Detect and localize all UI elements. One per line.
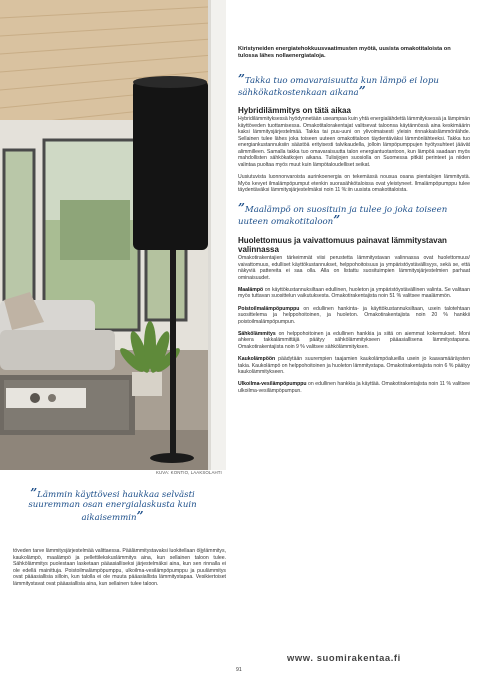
heating-item-electric: Sähkölämmitys on helppohoitoinen ja edullinen hankkia ja siitä on aiemmat kokemukset. Moni ahkera takkalämmittäjä päätyy sähkölämmitykseen pääasiallisena lämmitystapana. Omakotirakentajista noin 9 % valitsee sähkölämmityksen. (238, 330, 470, 350)
close-quote-icon: ” (358, 84, 366, 99)
website-link[interactable]: www. suomirakentaa.fi (287, 652, 401, 663)
heating-item-air-water: Ulkoilma-vesilämpöpumppu on edullinen hankkia ja käyttää. Omakotirakentajista noin 11 % valitsee ulkoilma-vesilämpöpumpun. (238, 381, 470, 394)
close-quote-icon: ” (333, 213, 341, 228)
section-heading-maintenance: Huolettomuus ja vaivattomuus painavat lämmitystavan valinnassa (238, 235, 447, 254)
photo-credit: KUVA: KONTIO, LAAKSOLAHTI (156, 470, 222, 475)
pull-quote-1: ”Takka tuo omavaraisuutta kun lämpö ei lopu sähkökatkostenkaan aikana” (238, 71, 439, 99)
heating-item-ground-source: Maalämpö on käyttökustannuksiltaan edullinen, huoleton ja ympäristöystävällinen valinta. Se valitaan myös tuttavan suosittelun vaikutuksesta. Omakotirakentajista noin 51 % valitsee maalämmön. (238, 286, 470, 300)
maintenance-paragraph: Omakotirakentajien tärkeimmät viisi perustetta lämmitystavan valinnassa ovat huolettomuus/ vaivattomuus, edulliset käyttökustannukset, helppohoitoisuus ja ympäristöystävällisyys, sekä se, että näkyviä pattereita ei saa olla. Alla on listattu suosituimpien lämmitysjärjestelmien parhaat ominaisuudet. (238, 255, 470, 281)
open-quote-icon: ” (238, 71, 245, 86)
page-number: 91 (236, 667, 242, 673)
left-column-text (13, 548, 226, 593)
left-paragraph: töveden tarve lämmitysjärjestelmää valittaessa. Päälämmitystavaksi luokitellaan öljylämmitys, kaukolämpö, maalämpö ja pellettilekskuslämmitys aina, kun sellainen taloon tulee. Sähkölämmitys puolestaan lasketaan pääasialliseksi järjestelmäksi aina, kun sen rinnalla ei ole edellä mainittuja. Poistoilmalämpöpumppu, ulkoilma-vesilämpöpumppu ja puulämmitys ovat pääasiallisia silloin, kun talolla ei ole muuta pääasiallista lämmitystapaa. Vesikiertoiset lämmitystavat ovat pääasiallisia aina, kun sellainen tulee taloon. (13, 548, 226, 587)
heating-item-exhaust-air: Poistoilmalämpöpumppu on edullinen hankinta- ja käyttökustannuksiltaan, usein talotehtaan suosittelema ja helppohoitoinen, ja huoleton. Omakotirakentajista noin 20 % hankkii poistoilmalämpöpumpun. (238, 305, 470, 325)
close-quote-icon: ” (136, 508, 144, 523)
hybrid-paragraph-1: Hybridilämmityksessä hyödynnetään useampaa kuin yhtä energialähdettä lämmityksessä ja lämpimän käyttöveden tuottamisessa. Omakotitalorakentajat valitsevat taloonsa käytännössä aina keskimäärin kaksi lämmitysjärjestelmää. Takka tai puu-uuni on ylivoimaisesti yleisin rinnakkaislämmönlähde. Sellainen tulee lähes joka toiseen uuteen omakotitaloon täydentäväksi lämmönlähteeksi. Takka tuo energiankustannuksiin säästöä erityisesti talvikaudella, jolloin lämpöpumppujen hyötysuhteet jäävät alimmilleen. Samalla takka tuo omavaraisuutta talon energiantuotantoon, kun lämpöä saadaan myös mahdollisten sähkökatkojen aikana. Tulisijojen suosiolla on Suomessa pitkät perinteet ja niiden valintaa puoltaa myös muut kuin lämpötaloudelliset seikat. (238, 116, 471, 168)
pull-quote-2: ”Maalämpö on suosituin ja tulee jo joka toiseen uuteen omakotitaloon” (238, 200, 448, 228)
open-quote-icon: ” (238, 200, 245, 215)
section-heading-hybrid: Hybridilämmitys on tätä aikaa (238, 105, 351, 115)
heating-item-district: Kaukolämpöön päädytään suurempien taajamien kaukolämpöalueilla usein jo kaavamääräysten takia. Kaukolämpö on helppohoitoinen ja huoleton lämmitystapa. Omakotirakentajista noin 6 % päätyy kaukolämmitykseen. (238, 355, 470, 376)
right-column (238, 46, 470, 400)
lead-text: Kiristyneiden energiatehokkuusvaatimusten myötä, uusista omakotitaloista on tulossa lähes nollaenergiataloja. (238, 46, 451, 60)
hybrid-paragraph-2: Uusiutuvista luonnonvaroista aurinkoenergia on tekemässä nousua osana pientalojen lämmitystä. Myös kevyet ilmalämpöpumput etenkin suorasähkötaloissa ovat yleistyneet. Ilmalämpöpumppu tulee täydentäväksi lämmitysjärjestelmäksi noin 11 %:iin uusista omakotitaloista. (238, 174, 470, 194)
pull-quote-3: ”Lämmin käyttövesi haukkaa selvästi suuremman osan energialaskusta kuin aikaisemmin” (28, 486, 197, 523)
living-room-photo (0, 0, 226, 470)
open-quote-icon: ” (30, 486, 38, 500)
